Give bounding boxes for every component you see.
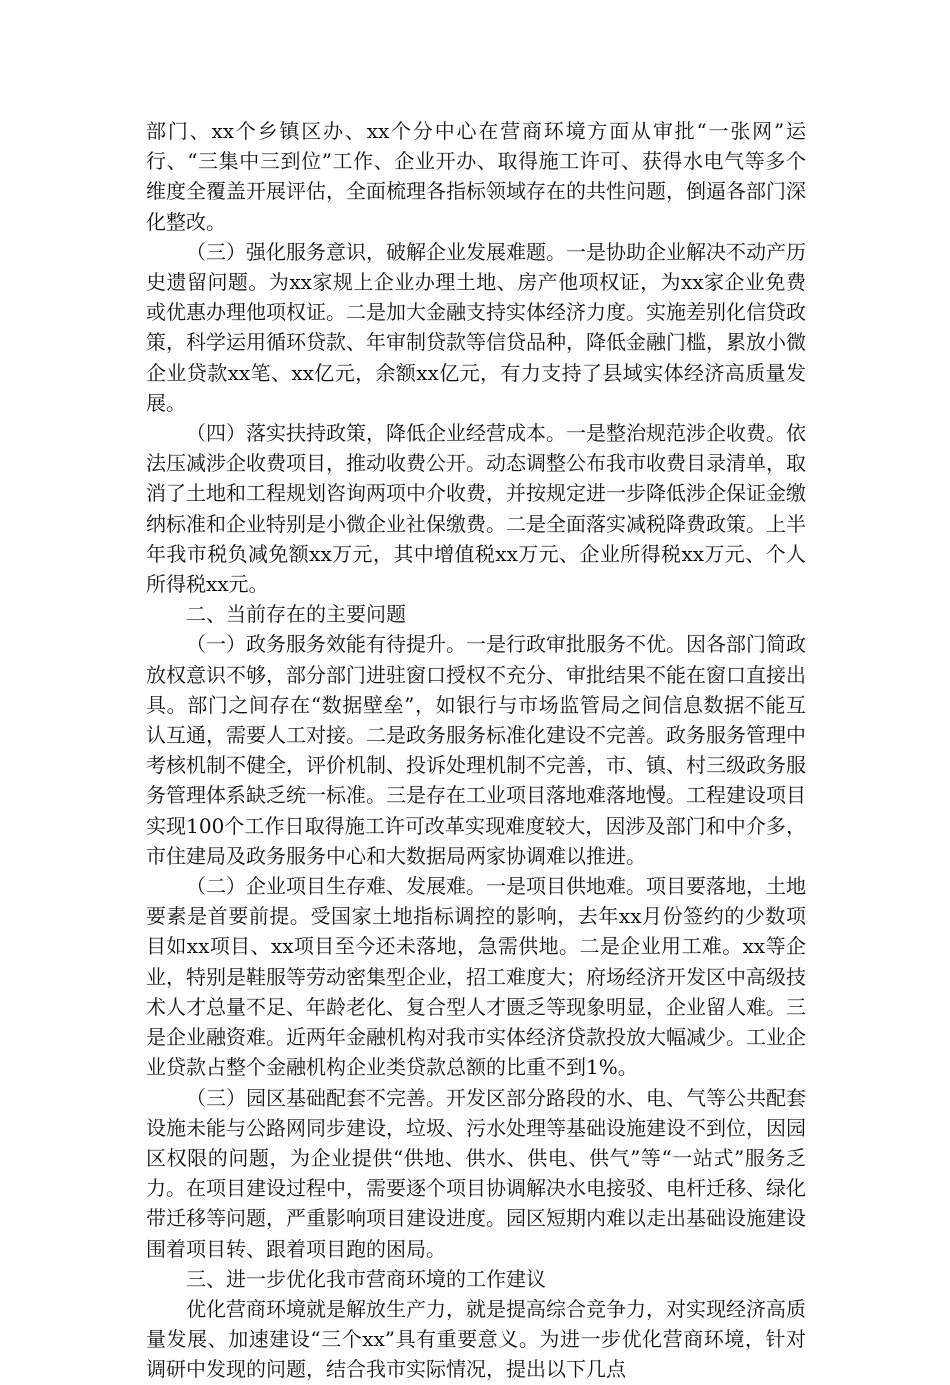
paragraph-enterprise-difficulties: （二）企业项目生存难、发展难。一是项目供地难。项目要落地，土地要素是首要前提。受国家土地指标调控的影响，去年xx月份签约的少数项目如xx项目、xx项目至今还未落地，急需供地。二是企业用工难。xx等企业，特别是鞋服等劳动密集型企业，招工难度大；府场经济开发区中高级技术人才总量不足、年龄老化、复合型人才匮乏等现象明显，企业留人难。三是企业融资难。近两年金融机构对我市实体经济贷款投放大幅减少。工业企业贷款占整个金融机构企业类贷款总额的比重不到1%。 xyxy=(146,874,806,1080)
paragraph-support-policy: （四）落实扶持政策，降低企业经营成本。一是整治规范涉企收费。依法压减涉企收费项目，推动收费公开。动态调整公布我市收费目录清单，取消了土地和工程规划咨询两项中介收费，并按规定进一步降低涉企保证金缴纳标准和企业特别是小微企业社保缴费。二是全面落实减税降费政策。上半年我市税负减免额xx万元，其中增值税xx万元、企业所得税xx万元、个人所得税xx元。 xyxy=(146,421,806,597)
paragraph-government-efficiency: （一）政务服务效能有待提升。一是行政审批服务不优。因各部门简政放权意识不够，部分部门进驻窗口授权不充分、审批结果不能在窗口直接出具。部门之间存在“数据壁垒”，如银行与市场监管局之间信息数据不能互认互通，需要人工对接。二是政务服务标准化建设不完善。政务服务管理中考核机制不健全，评价机制、投诉处理机制不完善，市、镇、村三级政务服务管理体系缺乏统一标准。三是存在工业项目落地难落地慢。工程建设项目实现100个工作日取得施工许可改革实现难度较大，因涉及部门和中介多，市住建局及政务服务中心和大数据局两家协调难以推进。 xyxy=(146,632,806,868)
paragraph-service-awareness: （三）强化服务意识，破解企业发展难题。一是协助企业解决不动产历史遗留问题。为xx家规上企业办理土地、房产他项权证，为xx家企业免费或优惠办理他项权证。二是加大金融支持实体经济力度。实施差别化信贷政策，科学运用循环贷款、年审制贷款等信贷品种，降低金融门槛，累放小微企业贷款xx笔、xx亿元，余额xx亿元，有力支持了县域实体经济高质量发展。 xyxy=(146,239,806,415)
paragraph-park-infrastructure: （三）园区基础配套不完善。开发区部分路段的水、电、气等公共配套设施未能与公路网同步建设，垃圾、污水处理等基础设施建设不到位，因园区权限的问题，为企业提供“供地、供水、供电、供气”等“一站式”服务乏力。在项目建设过程中，需要逐个项目协调解决水电接驳、电杆迁移、绿化带迁移等问题，严重影响项目建设进度。园区短期内难以走出基础设施建设围着项目转、跟着项目跑的困局。 xyxy=(146,1085,806,1261)
paragraph-optimization-intro: 优化营商环境就是解放生产力，就是提高综合竞争力，对实现经济高质量发展、加速建设“三个xx”具有重要意义。为进一步优化营商环境，针对调研中发现的问题，结合我市实际情况，提出以下几点 xyxy=(146,1296,806,1382)
paragraph-continued-evaluation: 部门、xx个乡镇区办、xx个分中心在营商环境方面从审批“一张网”运行、“三集中三到位”工作、企业开办、取得施工许可、获得水电气等多个维度全覆盖开展评估，全面梳理各指标领域存在的共性问题，倒逼各部门深化整改。 xyxy=(146,119,806,234)
section-heading-problems: 二、当前存在的主要问题 xyxy=(186,602,406,627)
document-page xyxy=(146,116,806,1385)
section-heading-suggestions: 三、进一步优化我市营商环境的工作建议 xyxy=(186,1266,546,1291)
